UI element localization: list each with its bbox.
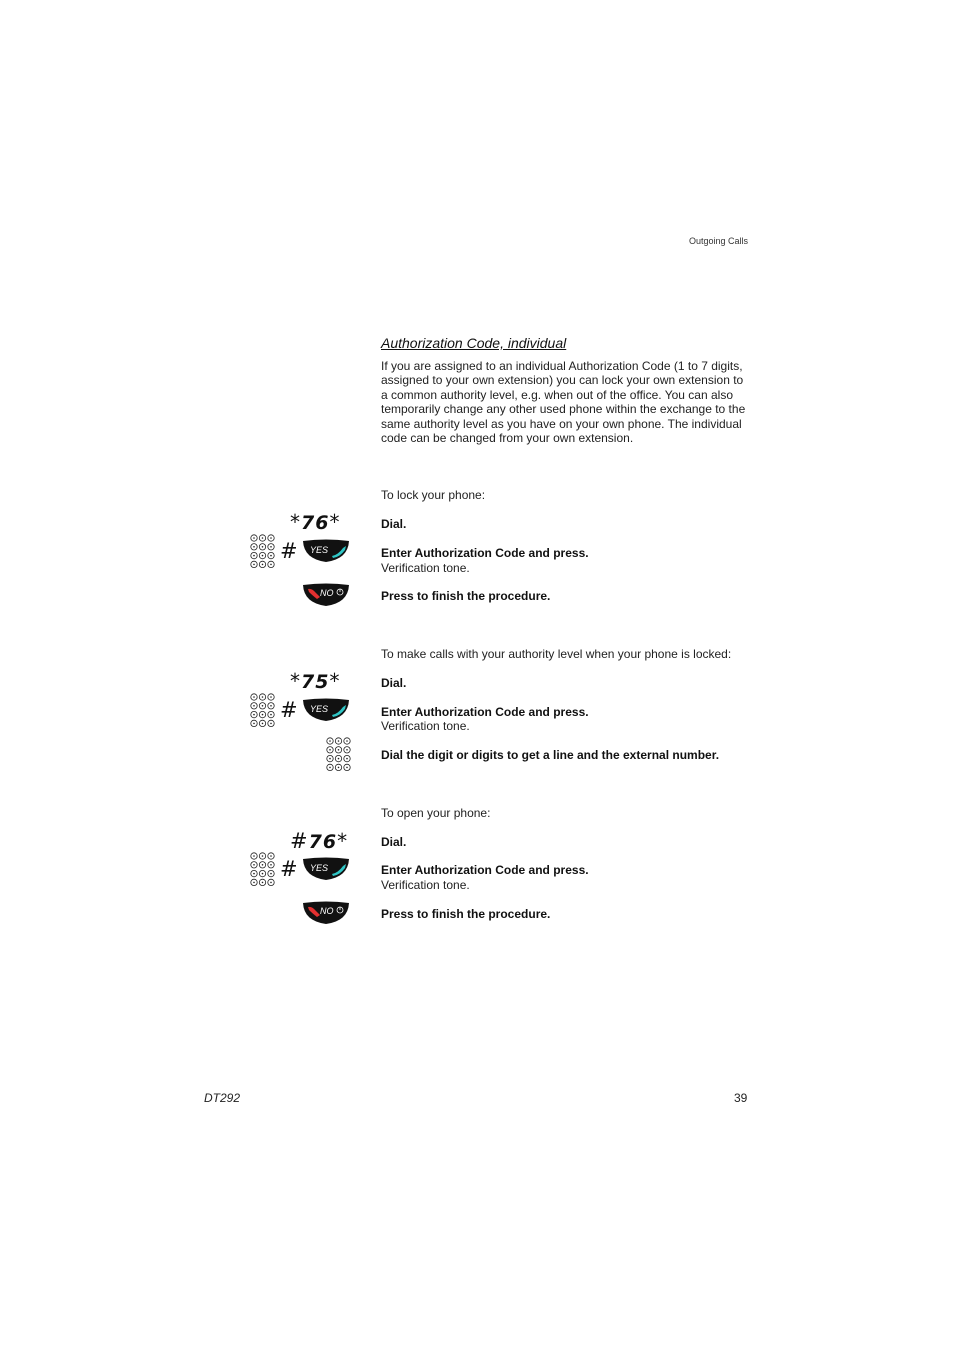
page-number: 39: [734, 1091, 748, 1105]
lock-verification-tone: Verification tone.: [381, 561, 470, 575]
section-title: Authorization Code, individual: [381, 335, 567, 351]
svg-text:YES: YES: [310, 545, 329, 555]
no-key-icon: [302, 901, 350, 925]
keypad-icon: [250, 852, 276, 888]
svg-text:NO: NO: [320, 588, 334, 598]
open-step-dial: Dial.: [381, 835, 407, 849]
lock-step-enter-code: Enter Authorization Code and press.: [381, 546, 589, 560]
lock-step-finish: Press to finish the procedure.: [381, 589, 551, 603]
code-digits: 76: [308, 831, 338, 853]
svg-text:YES: YES: [310, 863, 329, 873]
footer-model: DT292: [204, 1091, 241, 1105]
lock-step-dial: Dial.: [381, 517, 407, 531]
calls-step-dial-number: Dial the digit or digits to get a line and the external number.: [381, 748, 720, 762]
yes-key-icon: [302, 857, 350, 881]
yes-key-icon: [302, 539, 350, 563]
open-step-enter-code: Enter Authorization Code and press.: [381, 863, 589, 877]
code-prefix: *: [290, 669, 301, 693]
yes-key-icon: [302, 698, 350, 722]
open-prompt: To open your phone:: [381, 806, 491, 820]
keypad-icon: [250, 693, 276, 729]
intro-paragraph: If you are assigned to an individual Authorization Code (1 to 7 digits, assigned to your own extension) you can lock your own extension to a common authority level, e.g. when out of the office. You can also temporarily change any other used phone within the exchange to the same authority level as you have on your own phone. The individual code can be changed from your own extension.: [381, 359, 746, 446]
open-verification-tone: Verification tone.: [381, 878, 470, 892]
code-prefix: #: [290, 829, 309, 853]
calls-dial-code: [290, 671, 340, 692]
code-digits: 75: [301, 671, 330, 693]
open-dial-code: [290, 830, 348, 852]
keypad-icon: [326, 737, 352, 773]
calls-step-dial: Dial.: [381, 676, 407, 690]
open-step-finish: Press to finish the procedure.: [381, 907, 551, 921]
hash-key-icon: #: [280, 698, 298, 722]
svg-text:NO: NO: [320, 906, 334, 916]
calls-verification-tone: Verification tone.: [381, 719, 470, 733]
hash-key-icon: #: [280, 857, 298, 881]
running-header: Outgoing Calls: [689, 236, 749, 246]
keypad-icon: [250, 534, 276, 570]
code-digits: 76: [301, 512, 330, 534]
no-key-icon: [302, 583, 350, 607]
svg-text:YES: YES: [310, 704, 329, 714]
code-suffix: *: [329, 510, 341, 534]
code-suffix: *: [337, 829, 349, 853]
lock-prompt: To lock your phone:: [381, 488, 486, 502]
hash-key-icon: #: [280, 539, 298, 563]
code-prefix: *: [290, 510, 301, 534]
code-suffix: *: [329, 669, 341, 693]
calls-prompt: To make calls with your authority level when your phone is locked:: [381, 647, 732, 661]
calls-step-enter-code: Enter Authorization Code and press.: [381, 705, 589, 719]
lock-dial-code: [290, 512, 340, 533]
